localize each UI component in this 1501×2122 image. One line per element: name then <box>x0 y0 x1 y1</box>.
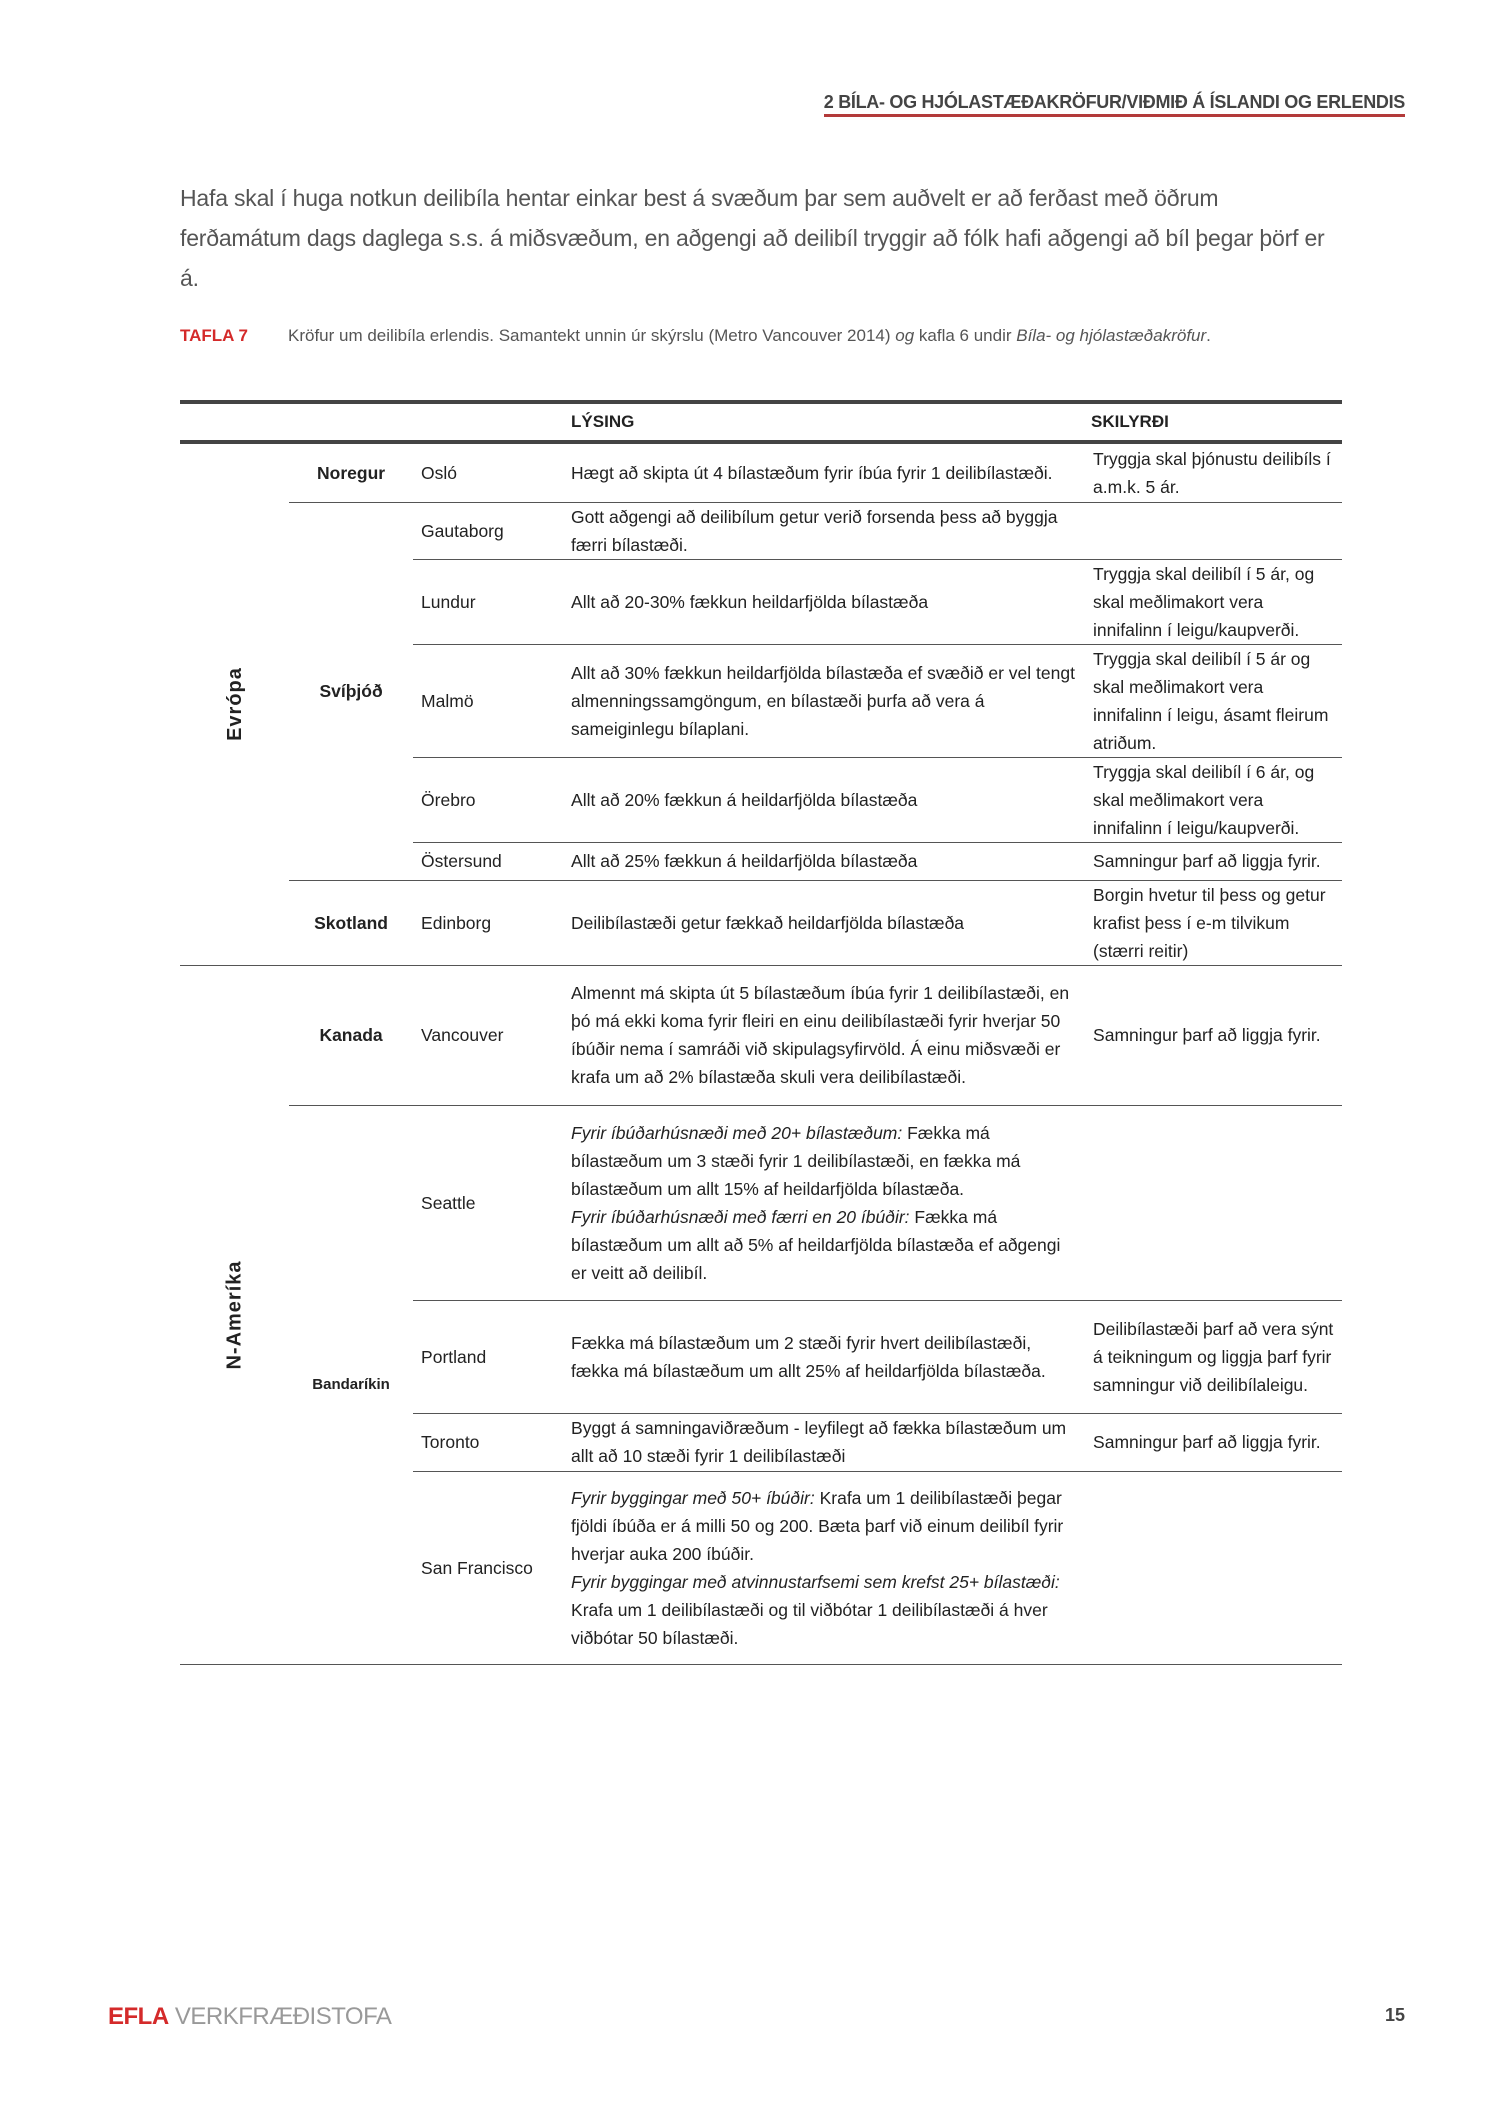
city-cell: Osló <box>413 442 563 502</box>
table-header-row <box>180 402 1342 442</box>
region-label: Evrópa <box>223 667 246 742</box>
country-cell: Kanada <box>289 965 413 1105</box>
city-cell: San Francisco <box>413 1471 563 1664</box>
conditions-cell: Tryggja skal þjónustu deilibíls í a.m.k. 5 ár. <box>1083 442 1342 502</box>
header-country <box>289 402 413 442</box>
country-cell: Svíþjóð <box>289 502 413 880</box>
table-label: TAFLA 7 <box>180 326 248 345</box>
region-label: N-Ameríka <box>223 1259 246 1370</box>
conditions-cell: Tryggja skal deilibíl í 5 ár og skal meðlimakort vera innifalinn í leigu, ásamt fleirum atriðum. <box>1083 644 1342 757</box>
city-cell: Östersund <box>413 842 563 880</box>
city-cell: Malmö <box>413 644 563 757</box>
intro-paragraph: Hafa skal í huga notkun deilibíla hentar einkar best á svæðum þar sem auðvelt er að ferðast með öðrum ferðamátum dags daglega s.s. á miðsvæðum, en aðgengi að deilibíl tryggir að fólk hafi aðgengi að bíl þegar þörf er á. <box>180 185 1325 291</box>
country-cell: Skotland <box>289 880 413 965</box>
description-cell: Fyrir byggingar með 50+ íbúðir: Krafa um 1 deilibílastæði þegar fjöldi íbúða er á milli 50 og 200. Bæta þarf við einum deilibíl fyrir hverjar auka 200 íbúðir. Fyrir byggingar með atvinnustarfsemi sem krefst 25+ bílastæði: Krafa um 1 deilibílastæði og til viðbótar 1 deilibílastæði á hver viðbótar 50 bílastæði. <box>563 1471 1083 1664</box>
description-cell: Allt að 25% fækkun á heildarfjölda bílastæða <box>563 842 1083 880</box>
caption-text: Kröfur um deilibíla erlendis. Samantekt unnin úr skýrslu (Metro Vancouver 2014) og kafla 6 undir Bíla- og hjólastæðakröfur. <box>288 326 1211 345</box>
carsharing-table <box>180 400 1342 1665</box>
country-cell: Noregur <box>289 442 413 502</box>
conditions-cell <box>1083 502 1342 559</box>
header-region <box>180 402 289 442</box>
conditions-cell: Samningur þarf að liggja fyrir. <box>1083 965 1342 1105</box>
city-cell: Lundur <box>413 559 563 644</box>
city-cell: Edinborg <box>413 880 563 965</box>
description-cell: Deilibílastæði getur fækkað heildarfjölda bílastæða <box>563 880 1083 965</box>
region-cell <box>180 442 289 965</box>
region-cell <box>180 965 289 1664</box>
conditions-cell: Samningur þarf að liggja fyrir. <box>1083 1413 1342 1471</box>
city-cell: Gautaborg <box>413 502 563 559</box>
description-cell: Byggt á samningaviðræðum - leyfilegt að fækka bílastæðum um allt að 10 stæði fyrir 1 deilibílastæði <box>563 1413 1083 1471</box>
description-cell: Allt að 30% fækkun heildarfjölda bílastæða ef svæðið er vel tengt almenningssamgöngum, en bílastæði þurfa að vera á sameiginlegu bílaplani. <box>563 644 1083 757</box>
header-description: LÝSING <box>563 402 1083 442</box>
table-row <box>180 880 1342 965</box>
description-cell: Allt að 20-30% fækkun heildarfjölda bílastæða <box>563 559 1083 644</box>
city-cell: Seattle <box>413 1105 563 1300</box>
table-caption <box>180 322 1335 350</box>
page-number: 15 <box>1384 2005 1405 2025</box>
description-cell: Allt að 20% fækkun á heildarfjölda bílastæða <box>563 757 1083 842</box>
conditions-cell: Borgin hvetur til þess og getur krafist þess í e-m tilvikum (stærri reitir) <box>1083 880 1342 965</box>
description-cell: Gott aðgengi að deilibílum getur verið forsenda þess að byggja færri bílastæði. <box>563 502 1083 559</box>
conditions-cell <box>1083 1471 1342 1664</box>
table-row <box>180 1105 1342 1300</box>
conditions-cell <box>1083 1105 1342 1300</box>
description-cell: Almennt má skipta út 5 bílastæðum íbúa fyrir 1 deilibílastæði, en þó má ekki koma fyrir fleiri en einu deilibílastæði fyrir hverjar 50 íbúðir nema í samráði við skipulagsyfirvöld. Á einu miðsvæði er krafa um að 2% bílastæða skuli vera deilibílastæði. <box>563 965 1083 1105</box>
header-conditions: SKILYRÐI <box>1083 402 1342 442</box>
description-cell: Hægt að skipta út 4 bílastæðum fyrir íbúa fyrir 1 deilibílastæði. <box>563 442 1083 502</box>
conditions-cell: Deilibílastæði þarf að vera sýnt á teikningum og liggja þarf fyrir samningur við deilibílaleigu. <box>1083 1300 1342 1413</box>
running-header: 2 BÍLA- OG HJÓLASTÆÐAKRÖFUR/VIÐMIÐ Á ÍSLANDI OG ERLENDIS <box>824 92 1405 117</box>
conditions-cell: Samningur þarf að liggja fyrir. <box>1083 842 1342 880</box>
conditions-cell: Tryggja skal deilibíl í 5 ár, og skal meðlimakort vera innifalinn í leigu/kaupverði. <box>1083 559 1342 644</box>
conditions-cell: Tryggja skal deilibíl í 6 ár, og skal meðlimakort vera innifalinn í leigu/kaupverði. <box>1083 757 1342 842</box>
country-cell: Bandaríkin <box>289 1105 413 1664</box>
city-cell: Vancouver <box>413 965 563 1105</box>
city-cell: Örebro <box>413 757 563 842</box>
header-city <box>413 402 563 442</box>
city-cell: Portland <box>413 1300 563 1413</box>
description-cell: Fyrir íbúðarhúsnæði með 20+ bílastæðum: Fækka má bílastæðum um 3 stæði fyrir 1 deilibílastæði, en fækka má bílastæðum um allt 15% af heildarfjölda bílastæða. Fyrir íbúðarhúsnæði með færri en 20 íbúðir: Fækka má bílastæðum um allt að 5% af heildarfjölda bílastæða ef aðgengi er veitt að deilibíl. <box>563 1105 1083 1300</box>
table-row <box>180 442 1342 502</box>
city-cell: Toronto <box>413 1413 563 1471</box>
efla-logo: EFLA VERKFRÆÐISTOFA <box>108 2003 392 2030</box>
description-cell: Fækka má bílastæðum um 2 stæði fyrir hvert deilibílastæði, fækka má bílastæðum um allt 25% af heildarfjölda bílastæða. <box>563 1300 1083 1413</box>
table-row <box>180 502 1342 559</box>
table-row <box>180 965 1342 1105</box>
